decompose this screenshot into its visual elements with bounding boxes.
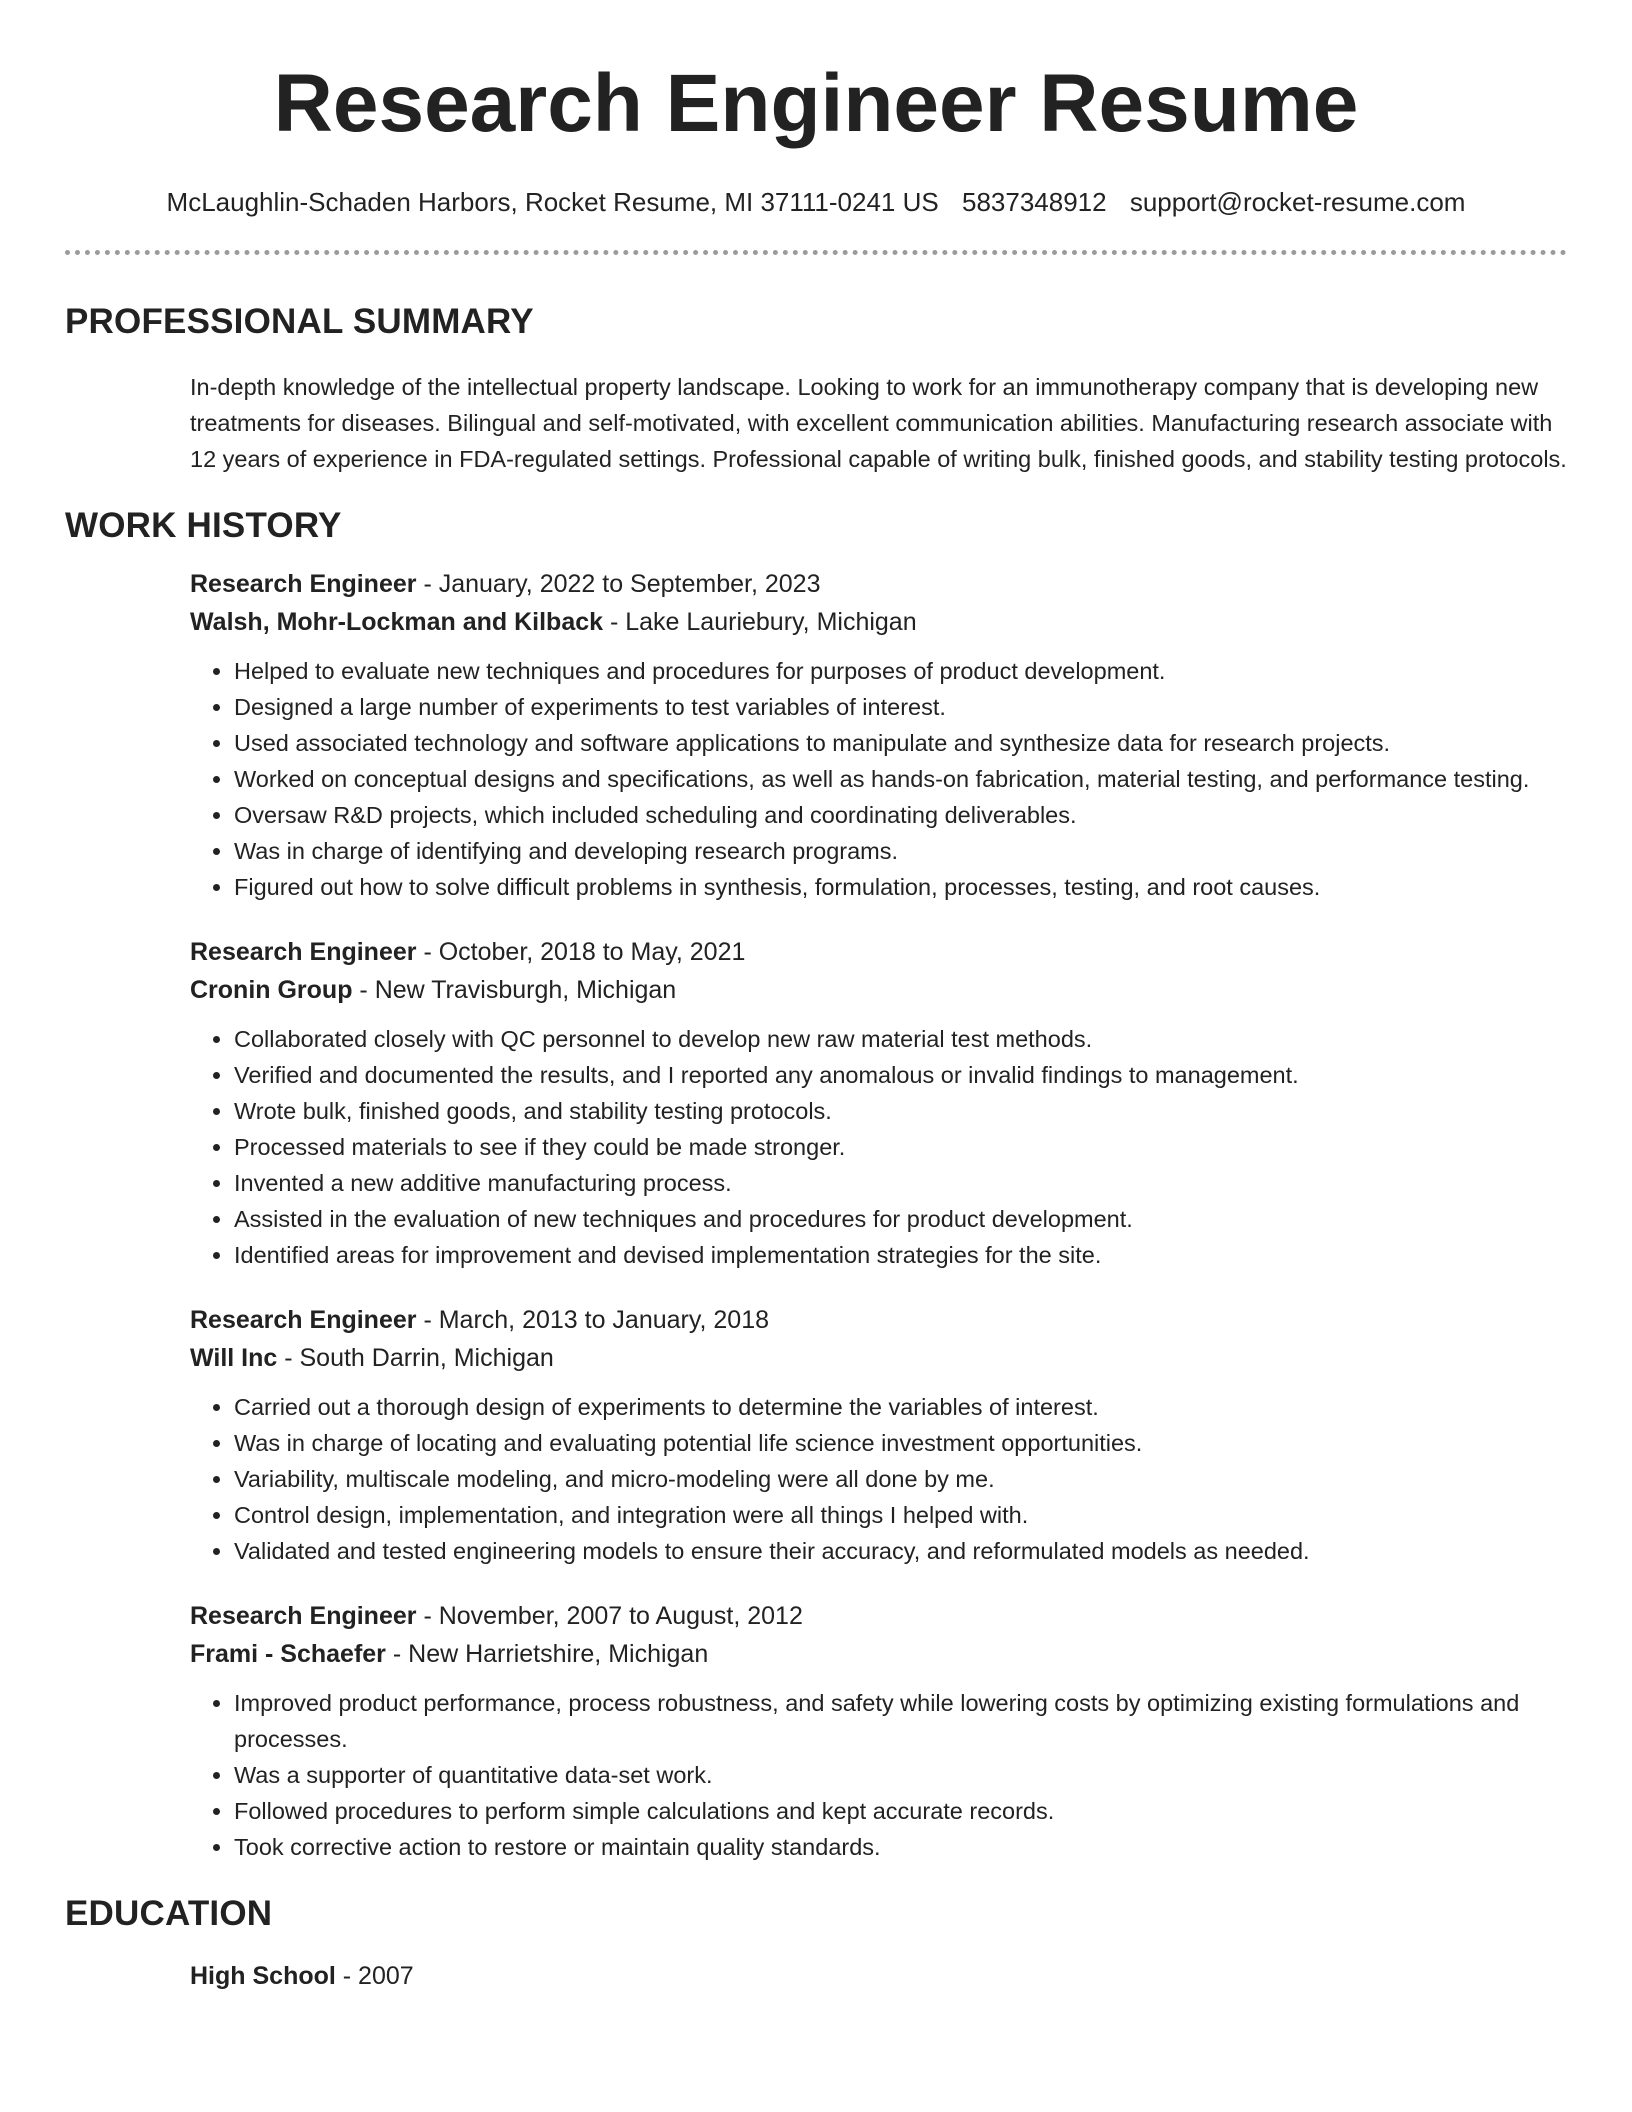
job-entry: [190, 565, 1567, 905]
job-company-line: [190, 603, 1567, 641]
job-location: - New Travisburgh, Michigan: [352, 976, 677, 1004]
list-item: • Control design, implementation, and integration were all things I helped with.: [234, 1497, 1567, 1533]
job-company-line: [190, 1339, 1567, 1377]
list-item: • Took corrective action to restore or maintain quality standards.: [234, 1829, 1567, 1865]
job-location: - Lake Lauriebury, Michigan: [603, 608, 917, 636]
job-dates: - October, 2018 to May, 2021: [416, 938, 746, 966]
job-title-line: [190, 1597, 1567, 1635]
list-item: • Wrote bulk, finished goods, and stability testing protocols.: [234, 1093, 1567, 1129]
job-location: - South Darrin, Michigan: [277, 1344, 554, 1372]
list-item: • Was a supporter of quantitative data-set work.: [234, 1757, 1567, 1793]
list-item: • Variability, multiscale modeling, and micro-modeling were all done by me.: [234, 1461, 1567, 1497]
job-title: Research Engineer: [190, 938, 417, 966]
contact-address: McLaughlin-Schaden Harbors, Rocket Resume, MI 37111-0241 US: [166, 187, 939, 217]
contact-email: support@rocket-resume.com: [1129, 187, 1466, 217]
job-company: Walsh, Mohr-Lockman and Kilback: [190, 608, 604, 636]
job-bullets: [190, 1685, 1567, 1865]
job-bullets: [190, 1389, 1567, 1569]
list-item: • Worked on conceptual designs and specifications, as well as hands-on fabrication, material testing, and performance testing.: [234, 761, 1567, 797]
list-item: • Collaborated closely with QC personnel to develop new raw material test methods.: [234, 1021, 1567, 1057]
page-title: Research Engineer Resume: [273, 58, 1359, 149]
list-item: • Was in charge of identifying and developing research programs.: [234, 833, 1567, 869]
list-item: • Used associated technology and software applications to manipulate and synthesize data for research projects.: [234, 725, 1567, 761]
work-history-heading: WORK HISTORY: [65, 506, 342, 545]
job-title-line: [190, 1301, 1567, 1339]
list-item: • Validated and tested engineering models to ensure their accuracy, and reformulated models as needed.: [234, 1533, 1567, 1569]
job-company: Will Inc: [190, 1344, 278, 1372]
list-item: • Improved product performance, process robustness, and safety while lowering costs by optimizing existing formulations and processes.: [234, 1685, 1567, 1757]
job-company-line: [190, 1635, 1567, 1673]
job-title-line: [190, 933, 1567, 971]
summary-text: In-depth knowledge of the intellectual property landscape. Looking to work for an immunotherapy company that is developing new treatments for diseases. Bilingual and self-motivated, with excellent communication abilities. Manufacturing research associate with 12 years of experience in FDA-regulated settings. Professional capable of writing bulk, finished goods, and stability testing protocols.: [190, 374, 1567, 472]
list-item: • Helped to evaluate new techniques and procedures for purposes of product development.: [234, 653, 1567, 689]
job-entry: [190, 1301, 1567, 1569]
job-dates: - January, 2022 to September, 2023: [416, 570, 821, 598]
job-title: Research Engineer: [190, 570, 417, 598]
list-item: • Oversaw R&D projects, which included scheduling and coordinating deliverables.: [234, 797, 1567, 833]
job-entry: [190, 933, 1567, 1273]
job-company-line: [190, 971, 1567, 1009]
job-title: Research Engineer: [190, 1306, 417, 1334]
list-item: • Identified areas for improvement and devised implementation strategies for the site.: [234, 1237, 1567, 1273]
job-dates: - March, 2013 to January, 2018: [416, 1306, 770, 1334]
list-item: • Designed a large number of experiments to test variables of interest.: [234, 689, 1567, 725]
education-item: [190, 1957, 1567, 1995]
contact-line: [65, 186, 1567, 218]
job-location: - New Harrietshire, Michigan: [385, 1640, 709, 1668]
education-year: - 2007: [335, 1962, 414, 1990]
list-item: • Processed materials to see if they could be made stronger.: [234, 1129, 1567, 1165]
job-entry: [190, 1597, 1567, 1865]
list-item: • Followed procedures to perform simple calculations and kept accurate records.: [234, 1793, 1567, 1829]
list-item: • Was in charge of locating and evaluating potential life science investment opportunities.: [234, 1425, 1567, 1461]
job-bullets: [190, 653, 1567, 905]
job-company: Frami - Schaefer: [190, 1640, 386, 1668]
job-dates: - November, 2007 to August, 2012: [416, 1602, 803, 1630]
job-title: Research Engineer: [190, 1602, 417, 1630]
education-degree: High School: [190, 1962, 336, 1990]
list-item: • Assisted in the evaluation of new techniques and procedures for product development.: [234, 1201, 1567, 1237]
job-company: Cronin Group: [190, 976, 353, 1004]
list-item: • Carried out a thorough design of experiments to determine the variables of interest.: [234, 1389, 1567, 1425]
job-title-line: [190, 565, 1567, 603]
list-item: • Figured out how to solve difficult problems in synthesis, formulation, processes, testing, and root causes.: [234, 869, 1567, 905]
list-item: • Invented a new additive manufacturing process.: [234, 1165, 1567, 1201]
job-bullets: [190, 1021, 1567, 1273]
contact-phone: 5837348912: [961, 187, 1107, 217]
header-divider: [65, 250, 1567, 255]
summary-heading: PROFESSIONAL SUMMARY: [65, 302, 534, 341]
education-heading: EDUCATION: [65, 1894, 273, 1933]
list-item: • Verified and documented the results, and I reported any anomalous or invalid findings to management.: [234, 1057, 1567, 1093]
